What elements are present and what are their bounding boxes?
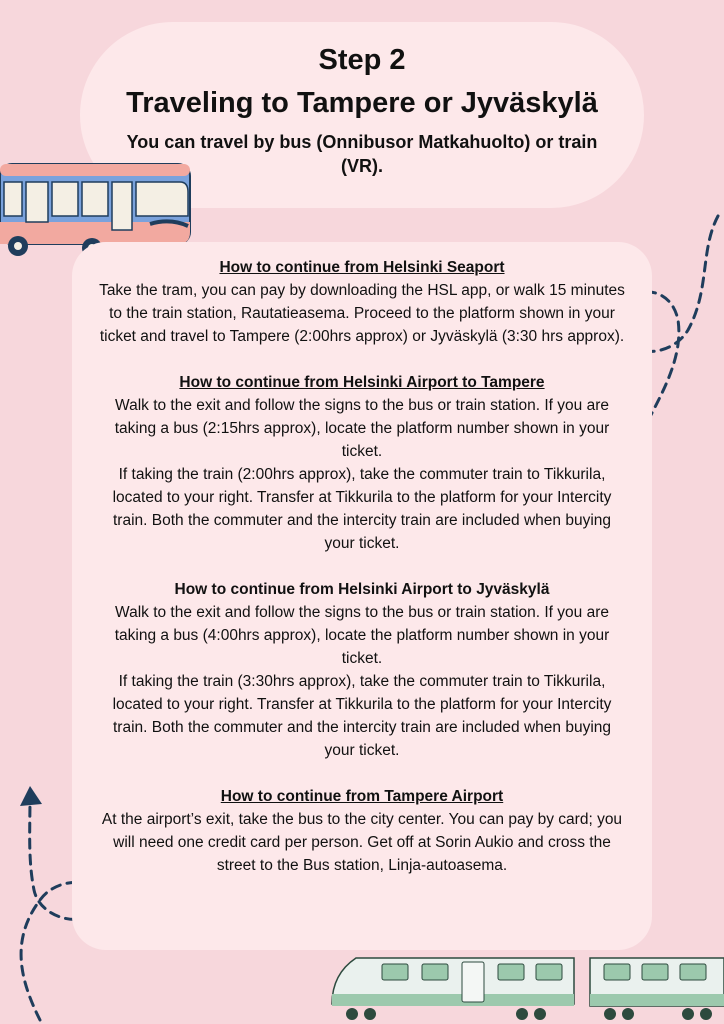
content [98, 256, 626, 900]
section-heading: How to continue from Helsinki Airport to Jyväskylä [174, 581, 550, 598]
section-paragraph: At the airport’s exit, take the bus to the city center. You can pay by card; you will need one credit card per person. Get off at Sorin Aukio and cross the street to the Bus station, Linja-autoasema. [101, 811, 623, 874]
section-paragraph: Walk to the exit and follow the signs to the bus or train station. If you are taking a bus (2:15hrs approx), locate the platform number shown in your ticket. [114, 397, 610, 460]
section-paragraph: Take the tram, you can pay by downloading the HSL app, or walk 15 minutes to the train station, Rautatieasema. Proceed to the platform shown in your ticket and travel to Tampere (2:00hrs approx) or Jyväskylä (3:30 hrs approx). [99, 282, 625, 345]
section-helsinki-airport-jyvaskyla [98, 578, 626, 762]
section-helsinki-airport-tampere [98, 371, 626, 555]
step-title: Step 2 [318, 44, 406, 76]
section-paragraph: If taking the train (2:00hrs approx), take the commuter train to Tikkurila, located to your right. Transfer at Tikkurila to the platform for your Intercity train. Both the commuter and the intercity train are included when buying your ticket. [112, 466, 612, 552]
train-illustration [326, 950, 724, 1024]
page-title: Traveling to Tampere or Jyväskylä [126, 87, 598, 119]
section-paragraph: Walk to the exit and follow the signs to the bus or train station. If you are taking a bus (4:00hrs approx), locate the platform number shown in your ticket. [114, 604, 610, 667]
page-subtitle: You can travel by bus (Onnibusor Matkahuolto) or train (VR). [126, 132, 598, 176]
section-heading: How to continue from Helsinki Seaport [219, 259, 505, 276]
section-heading: How to continue from Helsinki Airport to Tampere [179, 374, 545, 391]
section-paragraph: If taking the train (3:30hrs approx), take the commuter train to Tikkurila, located to your right. Transfer at Tikkurila to the platform for your Intercity train. Both the commuter and the intercity train are included when buying your ticket. [112, 673, 612, 759]
section-tampere-airport [98, 785, 626, 877]
section-heading: How to continue from Tampere Airport [220, 788, 504, 805]
section-helsinki-seaport [98, 256, 626, 348]
